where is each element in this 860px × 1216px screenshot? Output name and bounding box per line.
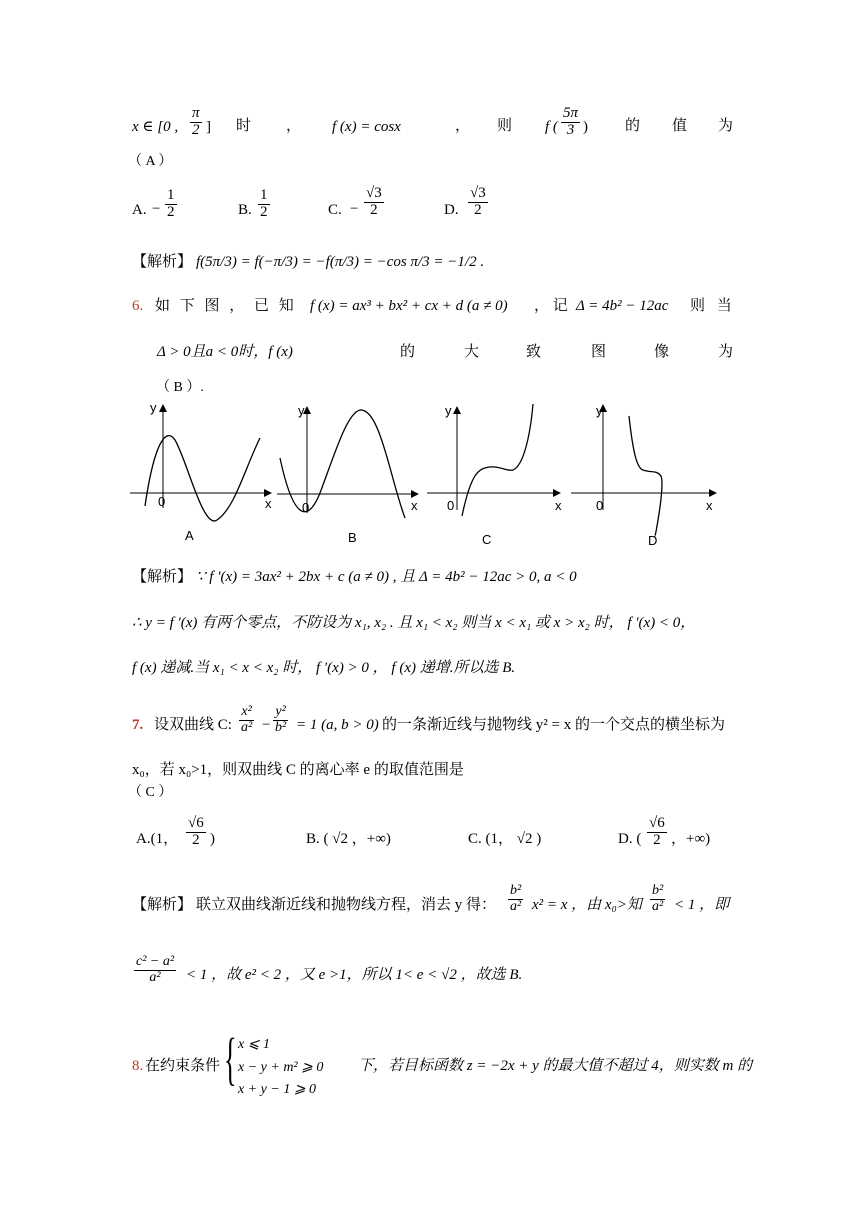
q5-option-a-label: A. xyxy=(132,202,147,218)
q5-option-a-frac xyxy=(165,188,177,221)
graph-b-origin: 0 xyxy=(302,500,310,515)
q5-option-b-den: 2 xyxy=(260,203,268,220)
graph-c-x-label: x xyxy=(555,498,562,513)
q5-zhi: 值 xyxy=(672,118,688,134)
q7-option-d-post: ，+∞) xyxy=(671,831,711,847)
q8-constraint-1: x ⩽ 1 xyxy=(238,1037,270,1052)
graph-c-label: C xyxy=(482,532,492,547)
q7-a2-den: a² xyxy=(510,898,522,914)
graph-c-origin: 0 xyxy=(447,498,455,513)
q5-right-bracket: ] xyxy=(206,119,211,135)
q7-number: 7. xyxy=(132,717,144,733)
q5-answer: （ A ） xyxy=(128,154,173,169)
q7-option-a-frac xyxy=(186,816,206,849)
q7-option-c: C. (1， √2 ) xyxy=(468,831,542,847)
q5-option-c-sign: − xyxy=(350,201,359,217)
q5-option-c-frac xyxy=(364,186,384,219)
q7-option-b: B. ( √2 ，+∞) xyxy=(306,831,391,847)
q7-a2-den-2: a² xyxy=(652,898,664,914)
graph-a-origin: 0 xyxy=(158,494,166,509)
q6-condition: Δ > 0且a < 0时，f (x) xyxy=(157,344,293,360)
graph-b-y-label: y xyxy=(298,403,305,418)
q7-option-d-frac xyxy=(647,816,667,849)
q5-option-b-frac xyxy=(258,188,270,221)
graph-a-label: A xyxy=(185,528,194,543)
q7-option-a-den: 2 xyxy=(192,831,200,848)
q5-shi: 时 xyxy=(236,118,252,134)
q5-x-in: x ∈ [0 , xyxy=(132,119,179,135)
q7-y2-over-b2 xyxy=(273,705,288,735)
q7-analysis-2-num: c² − a² xyxy=(136,954,175,969)
q5-option-a-den: 2 xyxy=(167,203,175,220)
q6-word-0: 的 xyxy=(400,344,416,360)
q5-comma2: ， xyxy=(455,118,471,134)
q6-analysis-tag: 【解析】 xyxy=(132,569,193,585)
q6-graphs xyxy=(125,398,725,548)
q5-analysis-tag: 【解析】 xyxy=(132,254,193,270)
q5-option-d-label: D. xyxy=(444,202,459,218)
q7-intro-b: 的一条渐近线与抛物线 y² = x 的一个交点的横坐标为 xyxy=(382,717,725,733)
q7-eq-tail: = 1 (a, b > 0) xyxy=(296,717,379,733)
q5-option-b-label: B. xyxy=(238,202,252,218)
graph-a-y-label: y xyxy=(150,400,157,415)
q6-analysis-1: ∵ f ′(x) = 3ax² + 2bx + c (a ≠ 0) , 且 Δ = 4b² − 12ac > 0, a < 0 xyxy=(196,569,577,585)
q7-analysis-tag: 【解析】 xyxy=(132,897,193,913)
q6-intro: 如 下 图 ， 已 知 xyxy=(155,298,297,314)
q5-option-c-label: C. xyxy=(328,202,342,218)
q6-word-1: 大 xyxy=(464,344,480,360)
q7-b2-over-a2-2 xyxy=(650,884,665,914)
q5-option-d-den: 2 xyxy=(474,201,482,218)
q6-then: 则 当 xyxy=(690,298,736,314)
q5-wei: 为 xyxy=(718,118,734,134)
q7-b2-over-a2 xyxy=(508,884,523,914)
q6-analysis-2: ∴ y = f ′(x) 有两个零点，不防设为 x₁, x₂ . 且 x₁ < x₂ 则当 x < x₁ 或 x > x₂ 时， f ′(x) < 0， xyxy=(132,615,696,631)
q6-answer: （ B ）. xyxy=(156,380,204,395)
q5-de: 的 xyxy=(625,118,641,134)
q7-analysis-2-den: a² xyxy=(149,969,161,985)
graph-b-x-label: x xyxy=(411,498,418,513)
q8-brace: { xyxy=(224,1026,237,1091)
q5-option-d-frac xyxy=(468,186,488,219)
q8-number: 8. xyxy=(132,1058,144,1074)
q5-option-b-num: 1 xyxy=(260,187,268,203)
q5-option-c-num: √3 xyxy=(366,185,382,201)
q7-c2-a2-over-a2 xyxy=(134,955,176,985)
q6-ji: ， 记 xyxy=(534,298,568,314)
graph-a xyxy=(130,406,270,521)
q5-option-a-num: 1 xyxy=(167,187,175,203)
q5-rp: ) xyxy=(583,119,588,135)
q8-constraint-3: x + y − 1 ⩾ 0 xyxy=(238,1082,317,1097)
q5-5pi-over-3 xyxy=(561,106,580,139)
q7-option-d-num: √6 xyxy=(649,815,665,831)
q7-x2: x² xyxy=(239,705,254,721)
graph-b-label: B xyxy=(348,530,357,545)
q7-option-a-pre: A.(1， xyxy=(136,831,179,847)
q5-pi-over-2 xyxy=(190,106,202,139)
q7-b2: b² xyxy=(275,719,287,735)
q5-ze: 则 xyxy=(497,118,513,134)
q5-option-d-num: √3 xyxy=(470,185,486,201)
q5-option-c-den: 2 xyxy=(370,201,378,218)
q7-option-d-pre: D. ( xyxy=(618,831,642,847)
q8-objective: 下，若目标函数 z = −2x + y 的最大值不超过 4，则实数 m 的 xyxy=(358,1058,753,1074)
q7-analysis-1c: < 1 ，即 xyxy=(674,897,730,913)
q7-answer: （ C ） xyxy=(128,785,173,800)
q7-analysis-2: < 1 ，故 e² < 2 ，又 e >1，所以 1< e < √2 ，故选 B. xyxy=(186,967,523,983)
q7-option-a-post: ) xyxy=(210,831,215,847)
q6-delta: Δ = 4b² − 12ac xyxy=(576,298,669,314)
q5-option-a-sign: − xyxy=(152,201,161,217)
q6-word-2: 致 xyxy=(526,344,542,360)
graph-d-label: D xyxy=(648,533,658,548)
q7-x2-over-a2 xyxy=(239,705,254,735)
q7-option-d-den: 2 xyxy=(653,831,661,848)
q5-f-open: f ( xyxy=(545,119,558,135)
graph-c-y-label: y xyxy=(445,403,452,418)
q7-minus: − xyxy=(262,717,271,733)
graph-a-x-label: x xyxy=(265,496,272,511)
q6-function: f (x) = ax³ + bx² + cx + d (a ≠ 0) xyxy=(310,298,508,314)
q5-pi: π xyxy=(192,105,200,121)
q7-b2-num: b² xyxy=(510,883,522,898)
q8-constraint-2: x − y + m² ⩾ 0 xyxy=(238,1060,324,1075)
q6-word-3: 图 xyxy=(591,344,607,360)
graph-d-x-label: x xyxy=(706,498,713,513)
graph-d xyxy=(571,406,715,536)
q6-word-4: 像 xyxy=(654,344,670,360)
q7-analysis-1: 联立双曲线渐近线和抛物线方程，消去 y 得： xyxy=(196,897,497,913)
q7-line2: x₀，若 x₀>1，则双曲线 C 的离心率 e 的取值范围是 xyxy=(132,762,464,778)
q5-three: 3 xyxy=(566,121,575,138)
q6-number: 6. xyxy=(132,298,144,314)
graph-b xyxy=(277,408,417,518)
q8-intro: 在约束条件 xyxy=(145,1058,221,1074)
q7-a2: a² xyxy=(241,719,253,735)
q7-intro: 设双曲线 C: xyxy=(154,717,232,733)
q5-two: 2 xyxy=(192,121,200,138)
graph-d-y-label: y xyxy=(596,403,603,418)
q5-comma1: ， xyxy=(286,118,302,134)
graph-d-origin: 0 xyxy=(596,498,604,513)
q7-y2: y² xyxy=(273,705,288,721)
q6-word-5: 为 xyxy=(718,344,734,360)
q5-analysis: f(5π/3) = f(−π/3) = −f(π/3) = −cos π/3 = −1/2 . xyxy=(196,254,485,270)
q7-analysis-1b: x² = x ，由 x₀>知 xyxy=(532,897,642,913)
q7-option-a-num: √6 xyxy=(188,815,204,831)
q6-analysis-3: f (x) 递减.当 x₁ < x < x₂ 时， f ′(x) > 0 ， f (x) 递增.所以选 B. xyxy=(132,660,516,676)
q5-fx-cos: f (x) = cosx xyxy=(332,119,401,135)
q5-5pi: 5π xyxy=(563,105,579,121)
q7-b2-num-2: b² xyxy=(652,883,664,898)
